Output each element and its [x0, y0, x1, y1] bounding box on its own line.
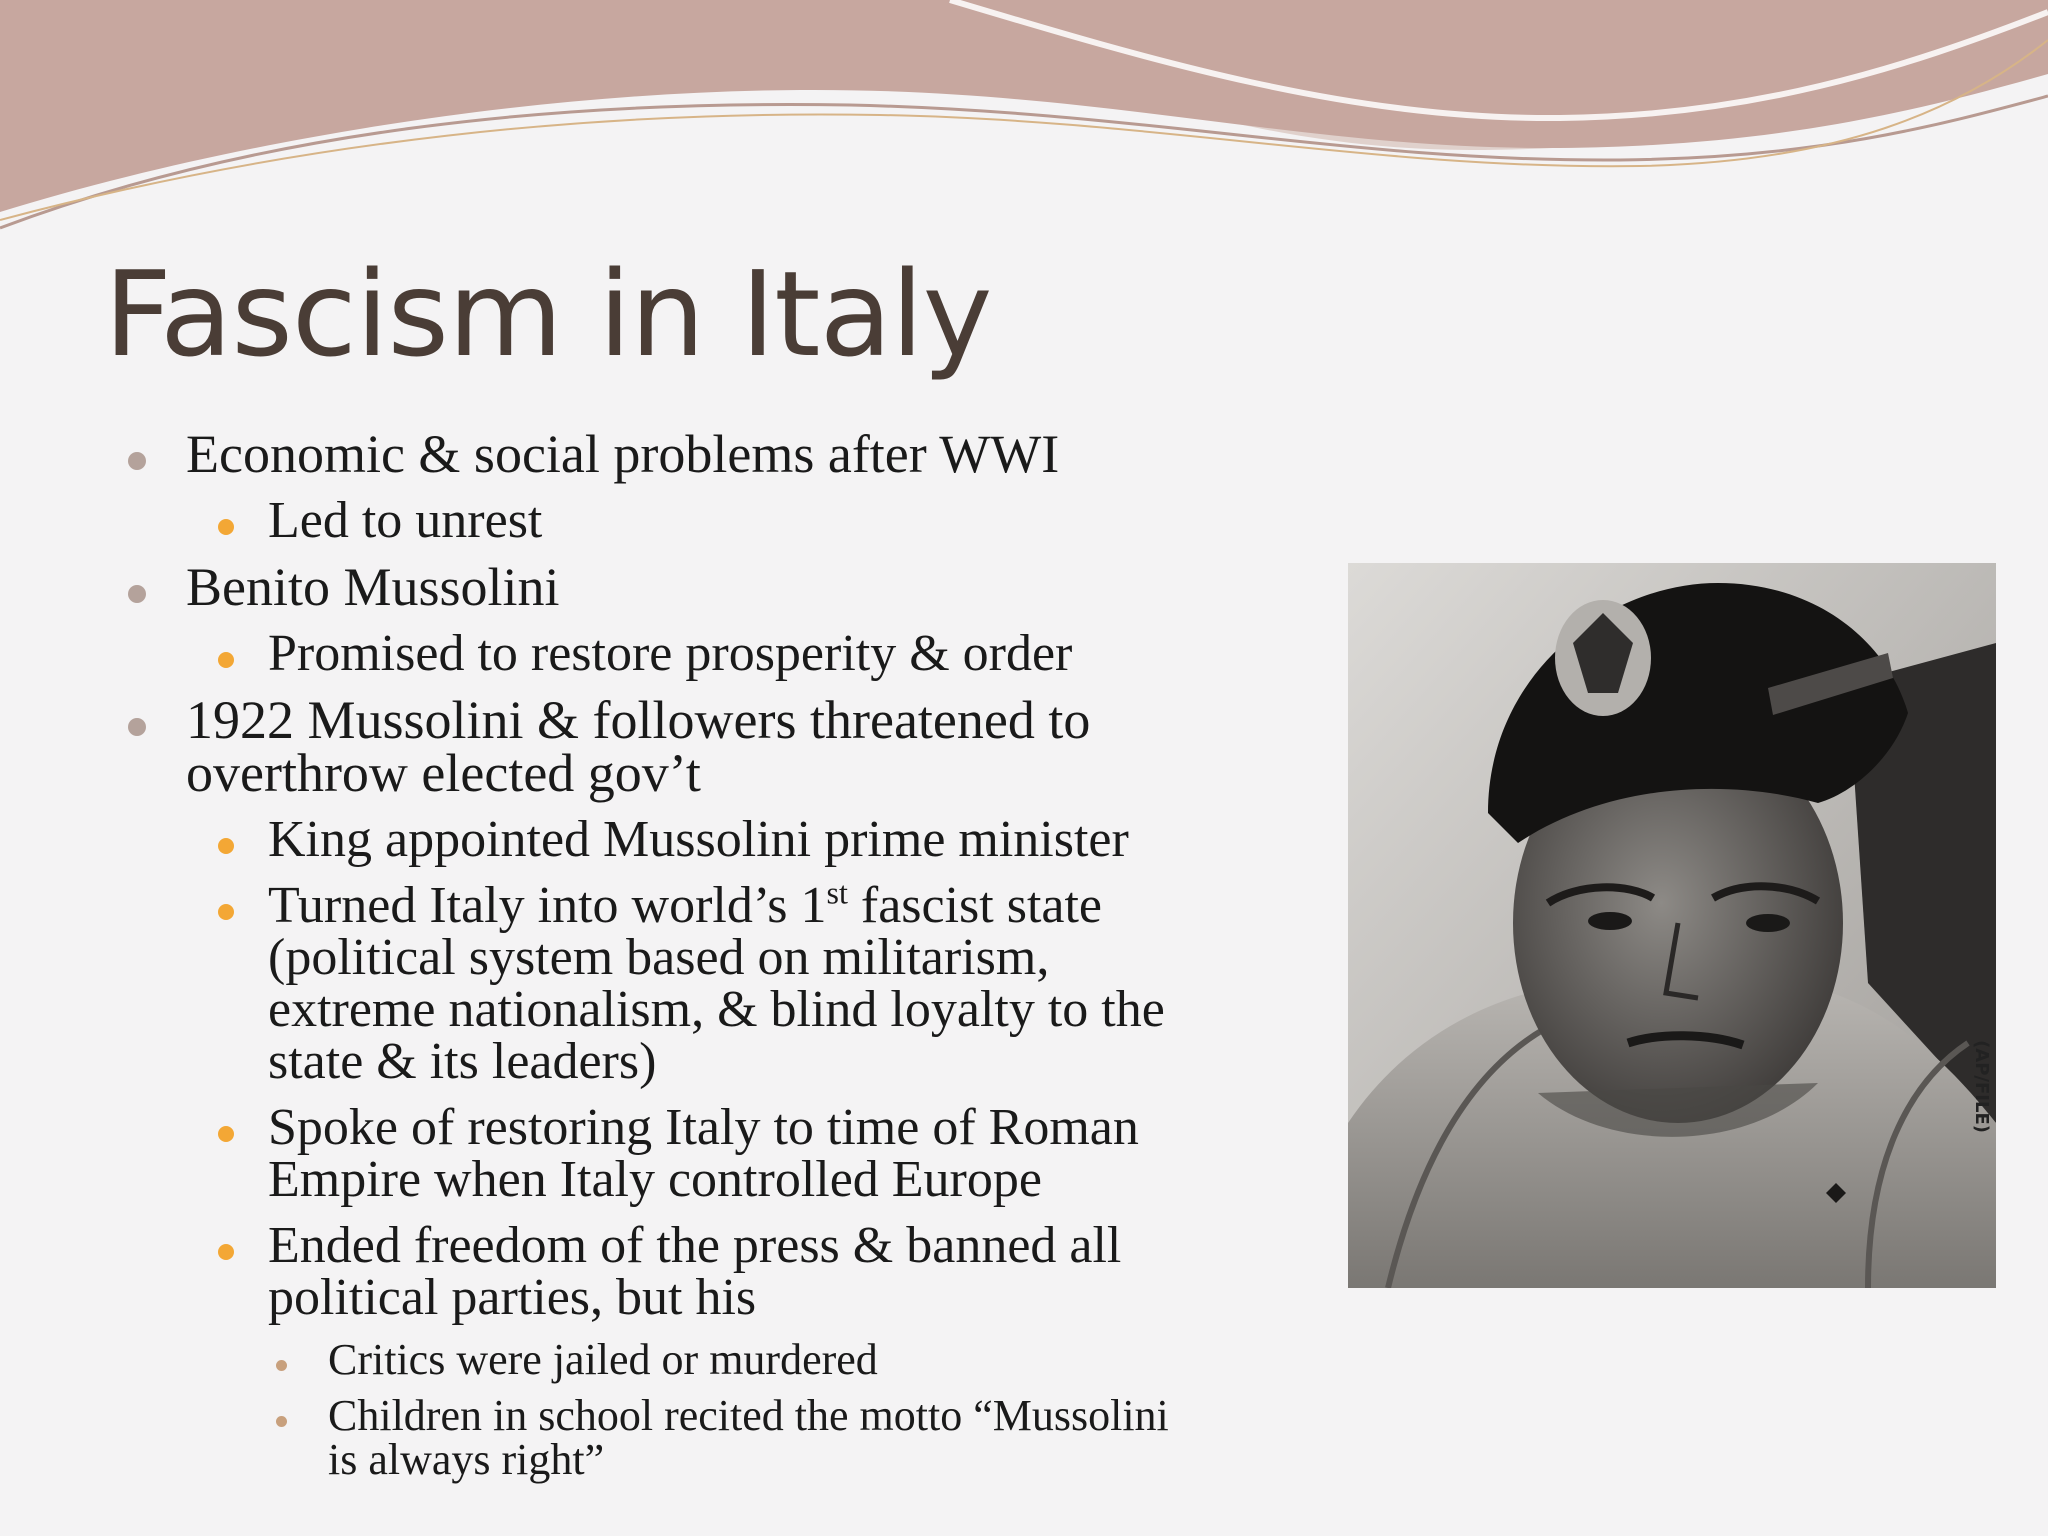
- sub-bullet-king-appointed: King appointed Mussolini prime minister: [120, 814, 1320, 866]
- bullet-list: [120, 424, 1320, 1494]
- sub-bullet-ended-freedom: Ended freedom of the press & banned all political parties, but his: [120, 1220, 1320, 1324]
- photo-credit: (AP/FILE): [1971, 1040, 1992, 1133]
- sub-bullet-fascist-state: Turned Italy into world’s 1st fascist state (political system based on militarism, extreme nationalism, & blind loyalty to the state & its leaders): [120, 880, 1320, 1088]
- portrait-illustration: [1348, 563, 1996, 1288]
- sub-sub-bullet-critics: Critics were jailed or murdered: [120, 1338, 1320, 1382]
- bullet-mussolini: Benito Mussolini: [120, 561, 1320, 614]
- sub-sub-bullet-children-motto: Children in school recited the motto “Mussolini is always right”: [120, 1394, 1320, 1482]
- sub-bullet-roman-empire: Spoke of restoring Italy to time of Roman Empire when Italy controlled Europe: [120, 1102, 1320, 1206]
- bullet-1922: 1922 Mussolini & followers threatened to overthrow elected gov’t: [120, 694, 1320, 800]
- slide-title: Fascism in Italy: [104, 245, 992, 383]
- bullet-economic-problems: Economic & social problems after WWI: [120, 428, 1320, 481]
- mussolini-portrait-photo: [1348, 563, 1996, 1288]
- header-wave-banner: [0, 0, 2048, 240]
- sub-bullet-unrest: Led to unrest: [120, 495, 1320, 547]
- sub-bullet-promised: Promised to restore prosperity & order: [120, 628, 1320, 680]
